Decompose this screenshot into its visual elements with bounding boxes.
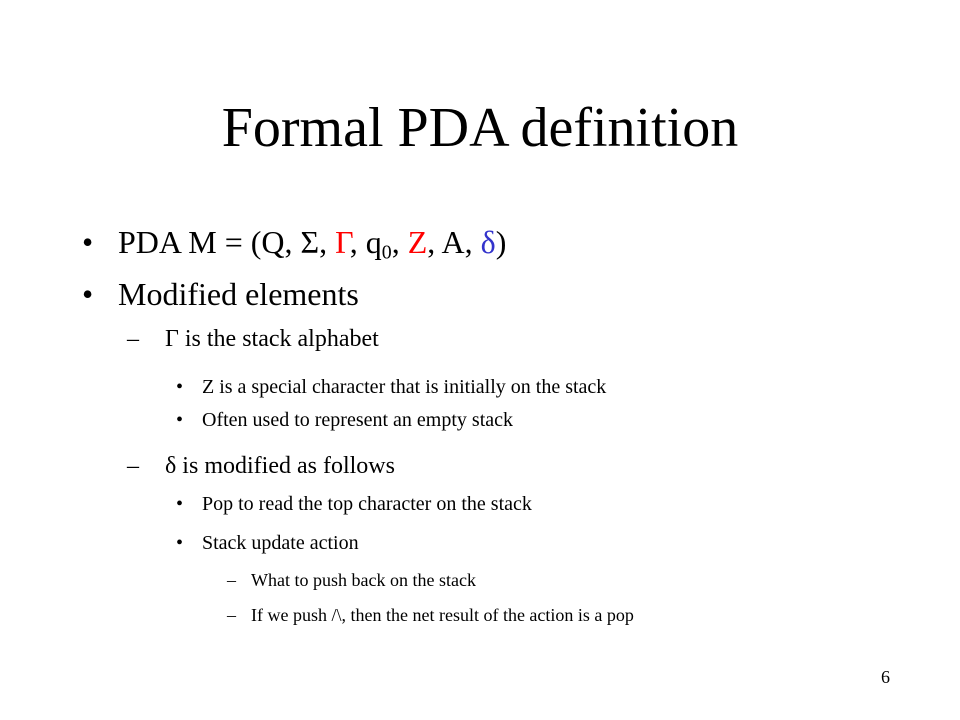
bullet-dot: • bbox=[176, 493, 184, 515]
tuple-separator: , q bbox=[349, 224, 382, 260]
level4-text: If we push /\, then the net result of the action is a pop bbox=[251, 605, 634, 625]
dash-marker: – bbox=[227, 570, 236, 590]
level4-push-lambda bbox=[227, 604, 634, 626]
subsubbullet-stack-update bbox=[176, 530, 359, 556]
dash-marker: – bbox=[127, 326, 139, 352]
dash-marker: – bbox=[127, 453, 139, 479]
subsubbullet-z bbox=[176, 374, 606, 400]
subsubbullet-text: Pop to read the top character on the stack bbox=[202, 493, 532, 515]
bullet-dot: • bbox=[176, 376, 184, 398]
subsubbullet-text: Stack update action bbox=[202, 532, 359, 554]
bullet-pda-definition bbox=[82, 222, 506, 262]
bullet-dot: • bbox=[82, 276, 94, 312]
subbullet-delta bbox=[127, 451, 395, 481]
subsubbullet-text: Often used to represent an empty stack bbox=[202, 409, 514, 431]
slide-title: Formal PDA definition bbox=[221, 97, 739, 159]
dash-marker: – bbox=[227, 605, 236, 625]
bullet-dot: • bbox=[82, 224, 94, 260]
subsubbullet-empty-stack bbox=[176, 407, 513, 433]
level4-text: What to push back on the stack bbox=[251, 570, 476, 590]
tuple-prefix: PDA M = (Q, bbox=[118, 224, 301, 260]
bullet-text: Modified elements bbox=[118, 276, 359, 312]
bullet-modified-elements bbox=[82, 274, 359, 314]
level4-push-back bbox=[227, 569, 476, 591]
subbullet-text: δ is modified as follows bbox=[165, 453, 395, 479]
symbol-delta: δ bbox=[480, 224, 496, 260]
tuple-separator: , A, bbox=[427, 224, 481, 260]
tuple-separator: , bbox=[391, 224, 408, 260]
page-number: 6 bbox=[881, 667, 890, 687]
symbol-gamma: Γ bbox=[335, 224, 350, 260]
symbol-z: Z bbox=[407, 224, 428, 260]
tuple-separator: , bbox=[319, 224, 336, 260]
subsubbullet-pop bbox=[176, 491, 532, 517]
subbullet-gamma bbox=[127, 324, 379, 354]
bullet-dot: • bbox=[176, 409, 184, 431]
subsubbullet-text: Z is a special character that is initially on the stack bbox=[202, 376, 607, 398]
subscript-zero: 0 bbox=[381, 241, 392, 264]
tuple-suffix: ) bbox=[495, 224, 507, 260]
subbullet-text: Γ is the stack alphabet bbox=[165, 326, 379, 352]
symbol-sigma: Σ bbox=[300, 224, 320, 260]
bullet-dot: • bbox=[176, 532, 184, 554]
